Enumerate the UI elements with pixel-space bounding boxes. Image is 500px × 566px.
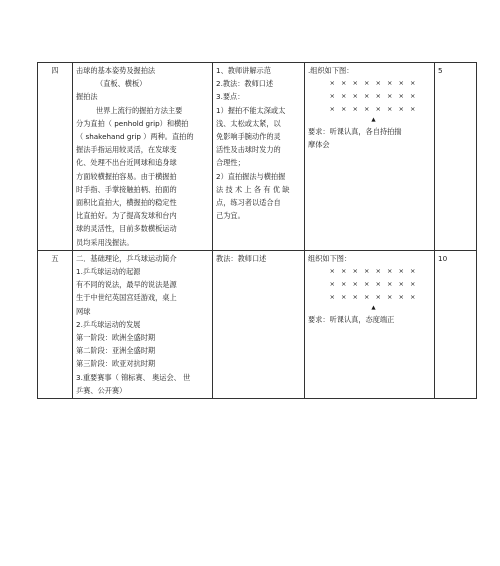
method-line: 浅、太松或太紧，以 (216, 118, 281, 128)
formation-row: × × × × × × × × (329, 105, 418, 114)
method-line: 1）握拍不能太深或太 (216, 105, 286, 115)
method-line: 1、教师讲解示范 (216, 66, 271, 75)
org-requirement: 要求：听课认真，各自持拍揣 (308, 127, 402, 137)
formation-row: × × × × × × × × (329, 79, 418, 88)
content-line: 网球 (76, 306, 91, 316)
method-cell (213, 63, 305, 251)
method-line: 2.教法：教师口述 (216, 79, 274, 89)
content-line: 1.乒乓球运动的起源 (76, 267, 141, 277)
method-cell (213, 250, 305, 398)
time-cell: 10 (435, 250, 477, 398)
content-line: 第一阶段：欧洲全盛时期 (76, 333, 156, 343)
method-line: 合理性； (216, 158, 245, 168)
content-line: 乒赛、公开赛） (76, 385, 127, 395)
org-title: 组织如下图： (308, 253, 352, 263)
content-line: （直板、横板） (96, 79, 147, 89)
method-line: 己为宜。 (216, 211, 245, 221)
content-line: 第二阶段：亚洲全盛时期 (76, 346, 156, 356)
table-row (38, 63, 477, 251)
formation-row: × × × × × × × × (329, 92, 418, 101)
time-cell: 5 (435, 63, 477, 251)
content-cell (73, 250, 213, 398)
content-line: 二．基础理论，乒乓球运动简介 (76, 253, 177, 263)
content-line: 世界上流行的握拍方法主要 (96, 105, 183, 115)
content-line: 击球的基本姿势及握拍法 (76, 66, 156, 75)
teacher-triangle-icon: ▲ (371, 117, 376, 124)
method-line: 法 技 术 上 各 有 优 缺 (216, 184, 290, 194)
content-line: 球的灵活性，目前多数横板运动 (76, 224, 177, 234)
org-title: .组织如下图： (308, 66, 354, 75)
teacher-triangle-icon: ▲ (371, 305, 376, 312)
lesson-plan-table (37, 62, 477, 399)
content-line: 生于中世纪英国宫廷游戏，桌上 (76, 293, 177, 303)
content-line: 比直拍好。为了提高发球和台内 (76, 211, 177, 221)
content-line: 时手指、手掌接触拍柄、拍面的 (76, 184, 177, 194)
formation-row: × × × × × × × × (329, 293, 418, 302)
row-number: 五 (38, 250, 73, 398)
row-number: 四 (38, 63, 73, 251)
org-requirement: 要求：听课认真，态度端正 (308, 315, 395, 325)
content-cell (73, 63, 213, 251)
content-line: 3.重要赛事（ 锦标赛、 奥运会、 世 (76, 372, 191, 382)
content-line: 分为直拍（ penhold grip）和横拍 (76, 118, 189, 128)
method-line: 免影响手腕动作的灵 (216, 132, 281, 142)
content-line: 2.乒乓球运动的发展 (76, 319, 141, 329)
content-line: 握拍法 (76, 92, 98, 102)
method-line: 教法：教师口述 (216, 253, 267, 263)
content-line: 化、处理不出台近网球和追身球 (76, 158, 177, 168)
content-line: 员均采用浅握法。 (76, 237, 134, 247)
formation-row: × × × × × × × × (329, 280, 418, 289)
org-requirement: 摩体会 (308, 140, 330, 150)
method-line: 2）直拍握法与横拍握 (216, 171, 286, 181)
content-line: 握法手指运用较灵活，在发球变 (76, 145, 177, 155)
organization-cell (305, 63, 435, 251)
method-line: 点，练习者以适合自 (216, 198, 281, 208)
content-line: 有不同的说法，最早的说法是源 (76, 280, 177, 290)
content-line: 第三阶段：欧亚对抗时期 (76, 359, 156, 369)
formation-row: × × × × × × × × (329, 267, 418, 276)
content-line: （ shakehand grip ）两种。直拍的 (76, 132, 194, 142)
organization-cell (305, 250, 435, 398)
content-line: 方面较横握拍容易。由于横握拍 (76, 171, 177, 181)
method-line: 3.要点： (216, 92, 245, 102)
content-line: 面积比直拍大，横握拍的稳定性 (76, 198, 177, 208)
method-line: 活性及击球时发力的 (216, 145, 281, 155)
table-row (38, 250, 477, 398)
